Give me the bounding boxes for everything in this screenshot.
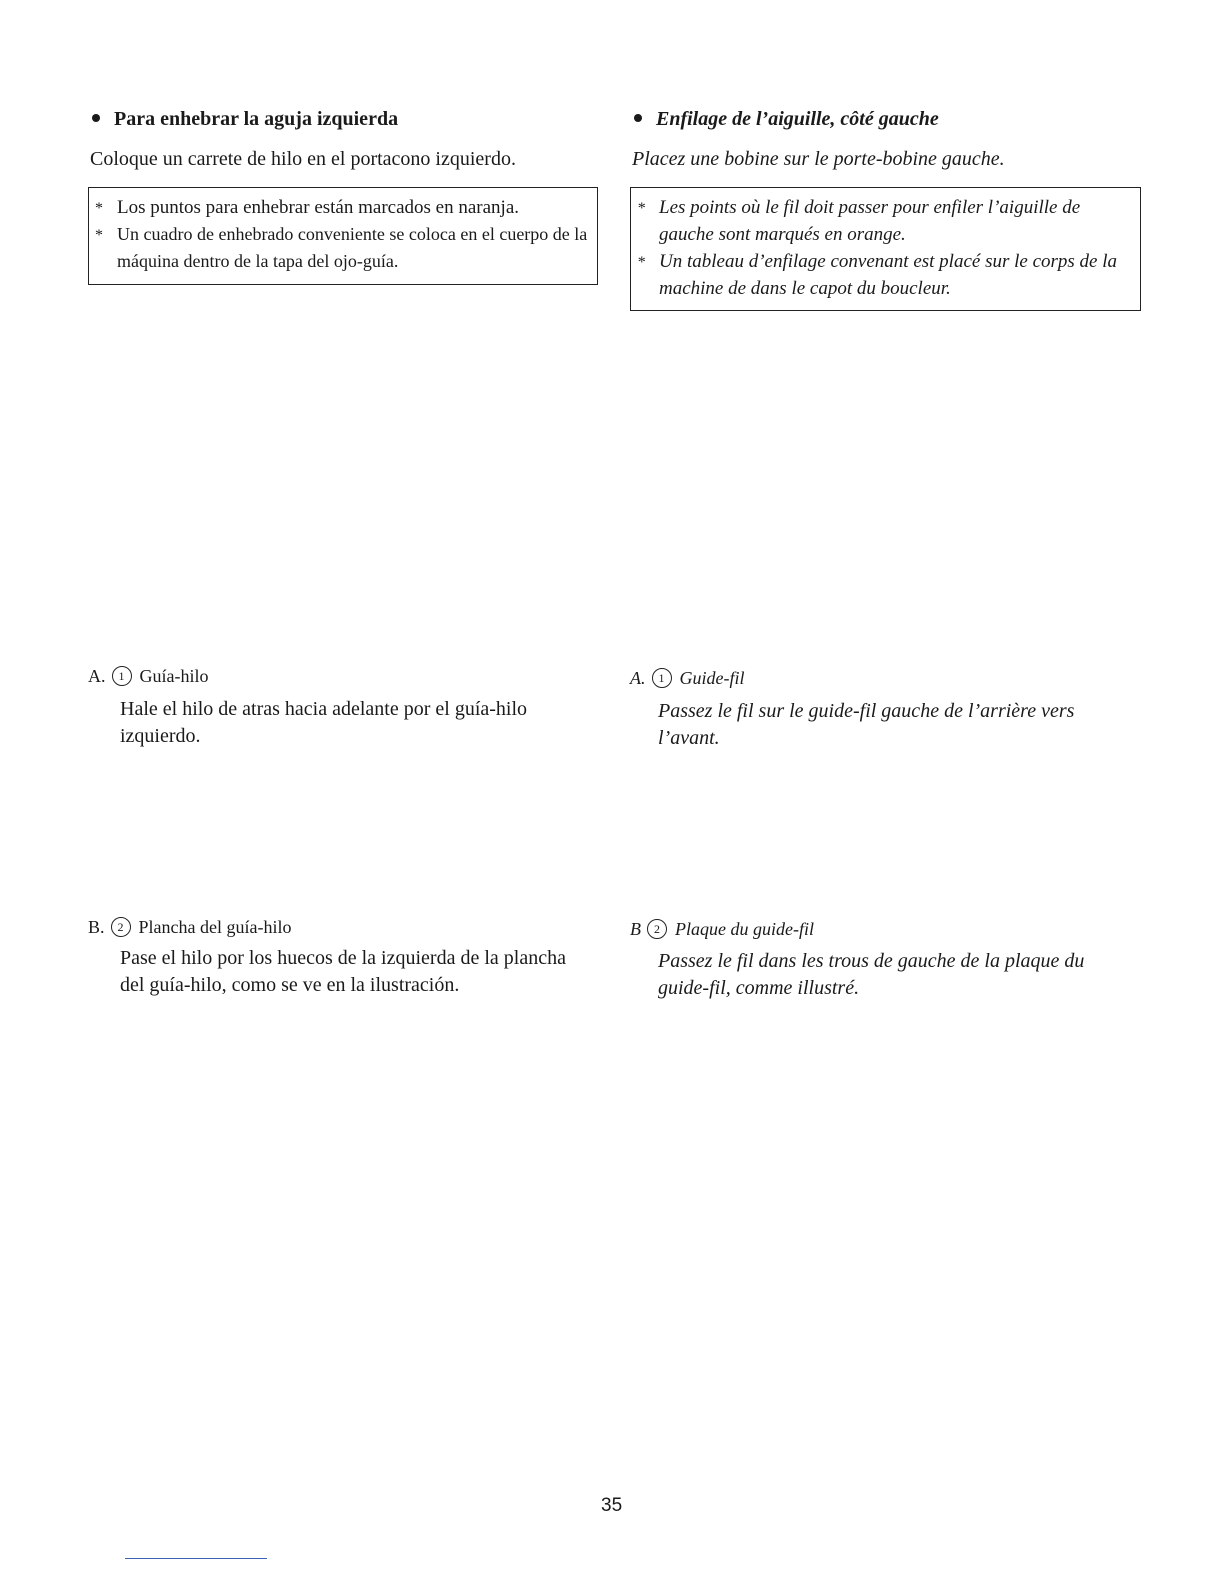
french-step-a-text: Passez le fil sur le guide-fil gauche de l’arrière vers l’avant. <box>658 700 1075 749</box>
french-note-2: * Un tableau d’enfilage convenant est placé sur le corps de la machine de dans le capot du boucleur. <box>637 251 1118 299</box>
circled-number-2-icon: 2 <box>647 919 667 939</box>
spanish-step-a-header <box>88 666 209 688</box>
circled-number-2-icon: 2 <box>111 917 131 937</box>
page-number: 35 <box>601 1495 623 1516</box>
asterisk-icon: * <box>637 200 645 217</box>
spanish-note-1: * Los puntos para enhebrar están marcados en naranja. <box>89 194 589 221</box>
footer-rule <box>125 1558 267 1559</box>
spanish-heading <box>92 108 398 131</box>
asterisk-icon: * <box>637 254 645 271</box>
step-title: Plancha del guía-hilo <box>138 917 292 937</box>
asterisk-icon: * <box>95 227 103 244</box>
spanish-heading-text: Para enhebrar la aguja izquierda <box>114 108 399 130</box>
step-title: Guía-hilo <box>139 666 209 686</box>
step-letter: A. <box>88 666 106 686</box>
french-note-box <box>630 187 1141 311</box>
asterisk-icon: * <box>95 200 103 217</box>
french-heading-text: Enfilage de l’aiguille, côté gauche <box>656 108 939 130</box>
bullet-icon <box>92 114 100 122</box>
french-note-1: * Les points où le fil doit passer pour enfiler l’aiguille de gauche sont marqués en orange. <box>637 197 1081 245</box>
step-letter: B <box>630 919 641 939</box>
french-intro: Placez une bobine sur le porte-bobine gauche. <box>632 148 1005 170</box>
step-letter: A. <box>630 668 646 688</box>
spanish-note-2: * Un cuadro de enhebrado conveniente se coloca en el cuerpo de la máquina dentro de la tapa del ojo-guía. <box>95 224 588 271</box>
spanish-step-a-text: Hale el hilo de atras hacia adelante por el guía-hilo izquierdo. <box>120 698 528 747</box>
step-title: Guide-fil <box>679 668 745 688</box>
french-heading <box>634 108 939 131</box>
french-step-b-header <box>630 919 814 941</box>
step-letter: B. <box>88 917 105 937</box>
bullet-icon <box>634 114 642 122</box>
spanish-intro: Coloque un carrete de hilo en el portacono izquierdo. <box>90 148 516 170</box>
circled-number-1-icon: 1 <box>112 666 132 686</box>
step-title: Plaque du guide-fil <box>675 919 814 939</box>
spanish-step-b-header <box>88 917 291 939</box>
spanish-note-box <box>88 187 598 285</box>
circled-number-1-icon: 1 <box>652 668 672 688</box>
spanish-step-b-text: Pase el hilo por los huecos de la izquierda de la plancha del guía-hilo, como se ve en la ilustración. <box>120 947 566 996</box>
french-step-b-text: Passez le fil dans les trous de gauche de la plaque du guide-fil, comme illustré. <box>658 950 1085 999</box>
french-step-a-header <box>630 668 745 690</box>
